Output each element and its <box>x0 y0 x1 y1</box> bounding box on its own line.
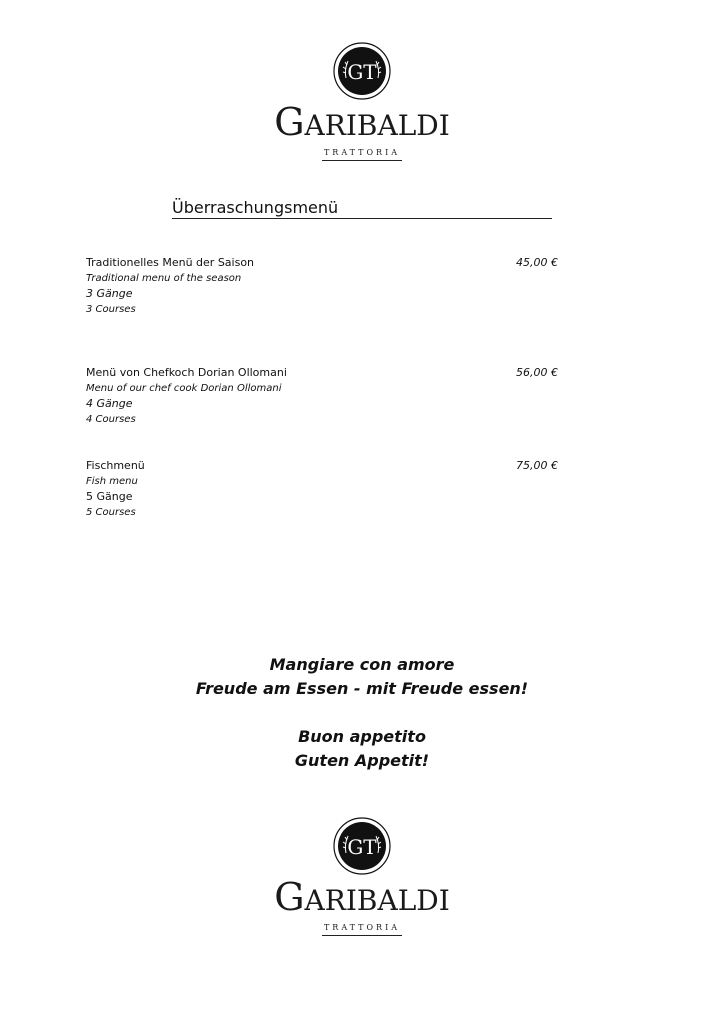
menu-item-title-en: Fish menu <box>86 475 138 487</box>
menu-item-courses-de: 4 Gänge <box>86 397 133 410</box>
restaurant-emblem-icon <box>333 817 391 875</box>
closing-line: Buon appetito <box>298 727 426 746</box>
closing-line: Freude am Essen - mit Freude essen! <box>195 679 529 698</box>
menu-item-price: 45,00 € <box>516 256 558 269</box>
menu-item <box>86 255 558 317</box>
menu-item-title-en: Traditional menu of the season <box>86 272 242 284</box>
menu-item-courses-de: 3 Gänge <box>86 287 133 300</box>
brand-name: GARIBALDI <box>274 875 450 919</box>
closing-quote <box>0 653 724 701</box>
menu-item-courses-en: 3 Courses <box>86 303 136 315</box>
menu-item-courses-en: 5 Courses <box>86 506 136 518</box>
monogram-text: GT <box>347 60 377 84</box>
menu-item-courses-de: 5 Gänge <box>86 490 133 503</box>
menu-item-title-en: Menu of our chef cook Dorian Ollomani <box>86 382 282 394</box>
brand-name: GARIBALDI <box>274 100 450 144</box>
menu-item <box>86 365 558 427</box>
brand-subtitle: TRATTORIA <box>322 923 402 936</box>
monogram-text: GT <box>347 835 377 859</box>
menu-item-price: 75,00 € <box>516 459 558 472</box>
logo-footer <box>0 817 724 936</box>
menu-item-title-de: Traditionelles Menü der Saison <box>86 256 255 269</box>
restaurant-emblem-icon <box>333 42 391 100</box>
closing-greeting <box>0 725 724 773</box>
logo-header <box>0 42 724 161</box>
closing-line: Mangiare con amore <box>269 655 455 674</box>
closing-line: Guten Appetit! <box>294 751 430 770</box>
menu-item-title-de: Fischmenü <box>86 459 145 472</box>
menu-item <box>86 458 558 520</box>
brand-subtitle: TRATTORIA <box>322 148 402 161</box>
page-title: Überraschungsmenü <box>172 198 552 219</box>
menu-item-title-de: Menü von Chefkoch Dorian Ollomani <box>86 366 287 379</box>
menu-item-courses-en: 4 Courses <box>86 413 136 425</box>
menu-item-price: 56,00 € <box>516 366 558 379</box>
